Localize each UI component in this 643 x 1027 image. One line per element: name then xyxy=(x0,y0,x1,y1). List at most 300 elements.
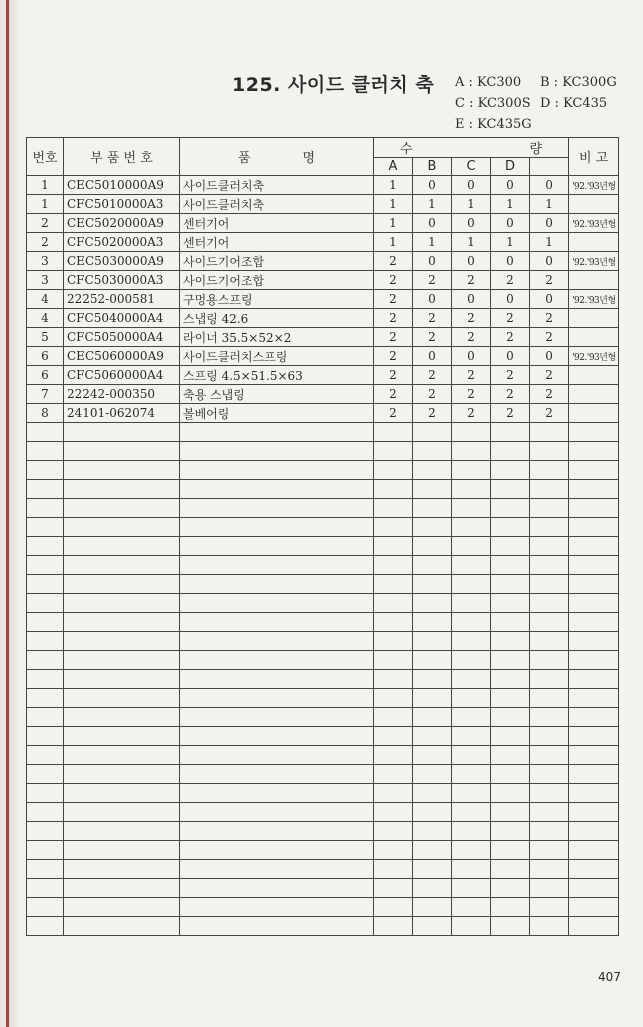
cell-name: 스프링 4.5×51.5×63 xyxy=(180,366,374,385)
cell-qty xyxy=(413,727,452,746)
cell-qty: 0 xyxy=(491,176,530,195)
cell-name: 센터기어 xyxy=(180,214,374,233)
cell-qty: 0 xyxy=(413,347,452,366)
cell-name: 사이드클러치스프링 xyxy=(180,347,374,366)
cell-qty xyxy=(452,898,491,917)
cell-part-no xyxy=(64,879,180,898)
cell-note xyxy=(569,480,619,499)
empty-row xyxy=(27,841,619,860)
cell-name xyxy=(180,632,374,651)
cell-note xyxy=(569,499,619,518)
cell-qty xyxy=(452,613,491,632)
cell-qty xyxy=(374,537,413,556)
cell-qty: 2 xyxy=(452,366,491,385)
cell-qty: 2 xyxy=(413,309,452,328)
cell-no xyxy=(27,784,64,803)
cell-qty: 1 xyxy=(374,176,413,195)
cell-qty xyxy=(413,480,452,499)
cell-qty xyxy=(530,727,569,746)
cell-qty xyxy=(413,670,452,689)
cell-qty xyxy=(452,765,491,784)
model-legend-line xyxy=(455,114,625,135)
cell-name: 구멍용스프링 xyxy=(180,290,374,309)
cell-qty xyxy=(413,442,452,461)
cell-note xyxy=(569,556,619,575)
empty-row xyxy=(27,518,619,537)
cell-no: 8 xyxy=(27,404,64,423)
cell-no xyxy=(27,518,64,537)
cell-no: 4 xyxy=(27,290,64,309)
cell-qty xyxy=(452,423,491,442)
table-row xyxy=(27,366,619,385)
cell-qty: 2 xyxy=(491,385,530,404)
cell-qty xyxy=(452,556,491,575)
cell-note xyxy=(569,613,619,632)
cell-part-no xyxy=(64,727,180,746)
empty-row xyxy=(27,651,619,670)
cell-part-no xyxy=(64,575,180,594)
cell-name: 사이드클러치축 xyxy=(180,195,374,214)
header-note: 비 고 xyxy=(569,138,619,176)
cell-qty xyxy=(530,499,569,518)
table-row xyxy=(27,309,619,328)
cell-note xyxy=(569,233,619,252)
cell-qty xyxy=(413,537,452,556)
cell-note xyxy=(569,917,619,936)
cell-qty: 2 xyxy=(491,271,530,290)
cell-no: 6 xyxy=(27,366,64,385)
cell-qty: 0 xyxy=(491,347,530,366)
cell-qty xyxy=(530,613,569,632)
table-row xyxy=(27,233,619,252)
empty-row xyxy=(27,575,619,594)
cell-qty: 2 xyxy=(374,271,413,290)
cell-name: 사이드기어조합 xyxy=(180,271,374,290)
cell-qty xyxy=(491,556,530,575)
cell-qty xyxy=(530,594,569,613)
cell-qty: 2 xyxy=(413,271,452,290)
cell-qty: 2 xyxy=(374,366,413,385)
cell-name xyxy=(180,708,374,727)
cell-name xyxy=(180,841,374,860)
cell-no xyxy=(27,632,64,651)
cell-note xyxy=(569,898,619,917)
cell-name xyxy=(180,461,374,480)
cell-part-no: CEC5060000A9 xyxy=(64,347,180,366)
cell-qty: 0 xyxy=(452,347,491,366)
cell-name xyxy=(180,898,374,917)
cell-qty xyxy=(413,651,452,670)
cell-note xyxy=(569,385,619,404)
cell-qty xyxy=(491,670,530,689)
cell-part-no xyxy=(64,442,180,461)
empty-row xyxy=(27,746,619,765)
empty-row xyxy=(27,917,619,936)
cell-qty xyxy=(530,879,569,898)
cell-qty xyxy=(491,594,530,613)
cell-qty: 0 xyxy=(452,252,491,271)
cell-qty xyxy=(452,442,491,461)
cell-name xyxy=(180,879,374,898)
cell-part-no xyxy=(64,689,180,708)
cell-name xyxy=(180,575,374,594)
cell-qty: 2 xyxy=(491,309,530,328)
cell-part-no: CFC5020000A3 xyxy=(64,233,180,252)
cell-qty xyxy=(374,917,413,936)
cell-part-no: 22242-000350 xyxy=(64,385,180,404)
empty-row xyxy=(27,613,619,632)
cell-no: 1 xyxy=(27,195,64,214)
cell-qty xyxy=(491,879,530,898)
cell-qty xyxy=(374,708,413,727)
cell-qty: 0 xyxy=(491,290,530,309)
cell-part-no xyxy=(64,594,180,613)
cell-qty: 0 xyxy=(452,176,491,195)
cell-qty xyxy=(491,461,530,480)
table-row xyxy=(27,252,619,271)
cell-qty: 1 xyxy=(413,233,452,252)
cell-no xyxy=(27,860,64,879)
cell-qty xyxy=(374,423,413,442)
cell-qty: 2 xyxy=(491,404,530,423)
cell-qty: 2 xyxy=(530,385,569,404)
cell-no xyxy=(27,917,64,936)
cell-qty xyxy=(452,499,491,518)
cell-note xyxy=(569,575,619,594)
cell-qty xyxy=(452,537,491,556)
cell-qty xyxy=(491,575,530,594)
empty-row xyxy=(27,423,619,442)
cell-no: 6 xyxy=(27,347,64,366)
cell-qty xyxy=(530,461,569,480)
empty-row xyxy=(27,499,619,518)
cell-qty: 2 xyxy=(452,404,491,423)
cell-note xyxy=(569,594,619,613)
cell-qty xyxy=(413,613,452,632)
cell-name xyxy=(180,746,374,765)
cell-note: '92.'93년형 xyxy=(569,214,619,233)
cell-qty xyxy=(413,594,452,613)
cell-note xyxy=(569,518,619,537)
cell-qty xyxy=(374,784,413,803)
cell-note xyxy=(569,366,619,385)
cell-note xyxy=(569,803,619,822)
cell-qty: 1 xyxy=(491,233,530,252)
cell-no: 7 xyxy=(27,385,64,404)
model-label: E : KC435G xyxy=(455,117,532,132)
cell-qty xyxy=(374,670,413,689)
model-label: D : KC435 xyxy=(540,96,608,111)
cell-qty xyxy=(452,727,491,746)
cell-qty: 2 xyxy=(491,328,530,347)
cell-qty xyxy=(374,518,413,537)
empty-row xyxy=(27,594,619,613)
cell-qty xyxy=(530,537,569,556)
cell-qty xyxy=(374,575,413,594)
cell-qty xyxy=(374,689,413,708)
cell-part-no xyxy=(64,461,180,480)
cell-no xyxy=(27,746,64,765)
cell-no xyxy=(27,423,64,442)
cell-qty xyxy=(413,917,452,936)
cell-qty xyxy=(491,480,530,499)
cell-no: 4 xyxy=(27,309,64,328)
cell-qty: 0 xyxy=(452,290,491,309)
empty-row xyxy=(27,860,619,879)
cell-qty xyxy=(374,499,413,518)
cell-name xyxy=(180,860,374,879)
header-qty-col: B xyxy=(413,158,452,176)
cell-qty xyxy=(530,708,569,727)
cell-qty xyxy=(413,518,452,537)
cell-qty xyxy=(452,670,491,689)
cell-qty xyxy=(413,822,452,841)
cell-qty xyxy=(413,556,452,575)
cell-qty xyxy=(491,423,530,442)
cell-qty xyxy=(530,651,569,670)
cell-qty xyxy=(452,803,491,822)
cell-note xyxy=(569,461,619,480)
empty-row xyxy=(27,689,619,708)
cell-qty xyxy=(413,860,452,879)
cell-name xyxy=(180,822,374,841)
cell-note: '92.'93년형 xyxy=(569,347,619,366)
cell-qty xyxy=(491,803,530,822)
cell-qty xyxy=(491,841,530,860)
cell-qty: 1 xyxy=(374,195,413,214)
cell-name xyxy=(180,499,374,518)
cell-no xyxy=(27,727,64,746)
cell-note xyxy=(569,708,619,727)
cell-qty xyxy=(413,423,452,442)
cell-qty xyxy=(491,613,530,632)
cell-qty xyxy=(374,632,413,651)
cell-name xyxy=(180,917,374,936)
cell-part-no xyxy=(64,499,180,518)
cell-qty xyxy=(530,480,569,499)
cell-qty xyxy=(413,632,452,651)
cell-qty: 1 xyxy=(374,233,413,252)
cell-name: 축용 스냅링 xyxy=(180,385,374,404)
cell-note xyxy=(569,879,619,898)
cell-qty: 1 xyxy=(374,214,413,233)
cell-qty: 0 xyxy=(413,214,452,233)
cell-no xyxy=(27,442,64,461)
cell-part-no xyxy=(64,651,180,670)
cell-qty xyxy=(530,784,569,803)
cell-qty xyxy=(491,727,530,746)
cell-qty xyxy=(413,499,452,518)
cell-qty xyxy=(530,860,569,879)
cell-qty xyxy=(491,784,530,803)
cell-qty xyxy=(491,632,530,651)
cell-qty: 2 xyxy=(452,309,491,328)
cell-name xyxy=(180,423,374,442)
cell-qty: 0 xyxy=(530,290,569,309)
cell-qty: 2 xyxy=(374,252,413,271)
cell-qty xyxy=(491,518,530,537)
empty-row xyxy=(27,822,619,841)
cell-qty xyxy=(374,556,413,575)
cell-no: 3 xyxy=(27,252,64,271)
cell-part-no: CFC5050000A4 xyxy=(64,328,180,347)
cell-no: 2 xyxy=(27,214,64,233)
cell-qty: 2 xyxy=(452,271,491,290)
empty-row xyxy=(27,879,619,898)
model-legend-line xyxy=(455,93,625,114)
cell-qty: 2 xyxy=(452,328,491,347)
cell-qty: 0 xyxy=(491,214,530,233)
cell-qty xyxy=(530,575,569,594)
header-no: 번호 xyxy=(27,138,64,176)
cell-qty xyxy=(491,765,530,784)
cell-qty xyxy=(530,746,569,765)
cell-note xyxy=(569,537,619,556)
cell-no xyxy=(27,898,64,917)
cell-qty: 2 xyxy=(374,328,413,347)
cell-no xyxy=(27,594,64,613)
cell-qty xyxy=(413,898,452,917)
cell-part-no: CEC5030000A9 xyxy=(64,252,180,271)
cell-qty xyxy=(413,765,452,784)
cell-part-no xyxy=(64,822,180,841)
cell-no xyxy=(27,689,64,708)
cell-note xyxy=(569,442,619,461)
cell-no: 5 xyxy=(27,328,64,347)
cell-qty: 0 xyxy=(491,252,530,271)
model-legend-line xyxy=(455,72,625,93)
cell-qty xyxy=(491,689,530,708)
cell-part-no xyxy=(64,708,180,727)
cell-qty xyxy=(452,917,491,936)
cell-name xyxy=(180,727,374,746)
cell-qty: 0 xyxy=(530,252,569,271)
cell-qty xyxy=(413,803,452,822)
cell-qty: 1 xyxy=(452,233,491,252)
cell-qty xyxy=(374,879,413,898)
cell-qty: 2 xyxy=(413,328,452,347)
cell-note xyxy=(569,746,619,765)
cell-name xyxy=(180,651,374,670)
cell-qty: 2 xyxy=(530,328,569,347)
cell-qty xyxy=(374,480,413,499)
empty-row xyxy=(27,765,619,784)
cell-qty xyxy=(530,841,569,860)
model-label: C : KC300S xyxy=(455,96,531,111)
cell-part-no: CEC5010000A9 xyxy=(64,176,180,195)
table-row xyxy=(27,176,619,195)
table-row xyxy=(27,328,619,347)
cell-name xyxy=(180,556,374,575)
cell-note: '92.'93년형 xyxy=(569,290,619,309)
cell-qty xyxy=(452,708,491,727)
cell-qty xyxy=(491,746,530,765)
cell-note xyxy=(569,423,619,442)
page-number: 407 xyxy=(598,970,621,984)
cell-qty xyxy=(374,442,413,461)
cell-no xyxy=(27,613,64,632)
cell-part-no xyxy=(64,860,180,879)
cell-qty xyxy=(452,689,491,708)
cell-part-no xyxy=(64,784,180,803)
empty-row xyxy=(27,803,619,822)
cell-qty xyxy=(530,689,569,708)
cell-name xyxy=(180,689,374,708)
empty-row xyxy=(27,556,619,575)
cell-qty xyxy=(374,651,413,670)
cell-qty xyxy=(374,613,413,632)
cell-name xyxy=(180,537,374,556)
cell-part-no xyxy=(64,917,180,936)
header-qty-col: A xyxy=(374,158,413,176)
cell-name: 스냅링 42.6 xyxy=(180,309,374,328)
cell-note xyxy=(569,309,619,328)
cell-qty xyxy=(452,594,491,613)
cell-part-no xyxy=(64,423,180,442)
cell-qty xyxy=(374,822,413,841)
parts-table xyxy=(26,137,619,936)
cell-qty xyxy=(530,556,569,575)
cell-no xyxy=(27,480,64,499)
cell-no xyxy=(27,499,64,518)
cell-note xyxy=(569,651,619,670)
empty-row xyxy=(27,480,619,499)
cell-name: 센터기어 xyxy=(180,233,374,252)
cell-note xyxy=(569,328,619,347)
cell-qty: 2 xyxy=(413,404,452,423)
cell-no xyxy=(27,841,64,860)
cell-part-no xyxy=(64,480,180,499)
table-row xyxy=(27,347,619,366)
cell-qty xyxy=(374,765,413,784)
cell-qty xyxy=(530,670,569,689)
cell-name xyxy=(180,803,374,822)
empty-row xyxy=(27,442,619,461)
cell-qty xyxy=(452,518,491,537)
cell-note xyxy=(569,841,619,860)
cell-part-no xyxy=(64,632,180,651)
cell-qty xyxy=(530,917,569,936)
empty-row xyxy=(27,784,619,803)
cell-qty xyxy=(491,537,530,556)
cell-qty: 2 xyxy=(413,366,452,385)
cell-qty xyxy=(491,917,530,936)
cell-part-no xyxy=(64,670,180,689)
cell-part-no xyxy=(64,841,180,860)
cell-no xyxy=(27,708,64,727)
cell-part-no xyxy=(64,518,180,537)
cell-note: '92.'93년형 xyxy=(569,176,619,195)
cell-qty xyxy=(452,461,491,480)
cell-note xyxy=(569,765,619,784)
cell-name: 라이너 35.5×52×2 xyxy=(180,328,374,347)
cell-qty: 1 xyxy=(530,233,569,252)
cell-qty: 2 xyxy=(374,404,413,423)
cell-qty xyxy=(491,442,530,461)
header-qty-col: D xyxy=(491,158,530,176)
cell-qty xyxy=(413,461,452,480)
cell-name: 볼베어링 xyxy=(180,404,374,423)
cell-no: 3 xyxy=(27,271,64,290)
cell-qty xyxy=(530,765,569,784)
empty-row xyxy=(27,727,619,746)
cell-qty xyxy=(413,575,452,594)
cell-name xyxy=(180,784,374,803)
cell-qty xyxy=(413,879,452,898)
cell-no xyxy=(27,765,64,784)
cell-part-no: 24101-062074 xyxy=(64,404,180,423)
cell-note xyxy=(569,404,619,423)
